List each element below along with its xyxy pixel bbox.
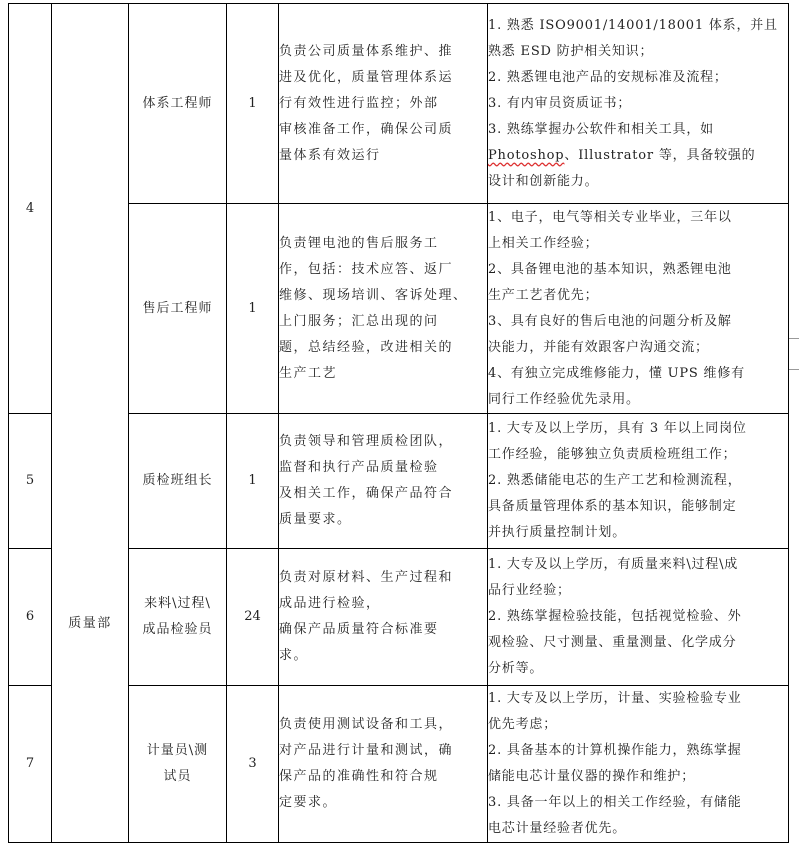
row-number: 4	[9, 4, 52, 414]
duty-line: 审核准备工作，确保公司质	[279, 121, 454, 137]
requirements-cell	[488, 549, 789, 686]
duty-line: 量体系有效运行	[279, 147, 381, 163]
requirements-cell	[488, 414, 789, 549]
requirement-line: 储能电芯计量仪器的操作和维护；	[488, 769, 696, 784]
requirement-line: 1. 大专及以上学历，具有 3 年以上同岗位	[488, 421, 747, 436]
requirement-line: 决能力，并能有效跟客户沟通交流；	[488, 339, 709, 355]
requirements-cell	[488, 686, 789, 843]
duty-line: 行有效性进行监控；外部	[279, 95, 439, 111]
margin-marker	[789, 338, 799, 370]
duty-cell	[279, 414, 488, 549]
requirement-line-spellcheck: Photoshop、Illustrator 等，具备较强的	[488, 147, 756, 163]
requirement-line: 具备质量管理体系的基本知识，能够制定	[488, 499, 737, 514]
duty-line: 确保产品质量符合标准要	[279, 622, 439, 637]
requirement-line: 优先考虑；	[488, 717, 558, 732]
headcount: 1	[227, 4, 279, 204]
headcount: 1	[227, 414, 279, 549]
requirement-line: 设计和创新能力。	[488, 173, 599, 189]
duty-line: 负责领导和管理质检团队，	[279, 434, 454, 449]
position-title-line: 计量员\测	[146, 743, 209, 758]
row-number: 6	[9, 549, 52, 686]
headcount: 1	[227, 204, 279, 414]
row-number: 7	[9, 686, 52, 843]
requirement-line: 品行业经验；	[488, 583, 571, 598]
duty-cell	[279, 4, 488, 204]
requirement-line: 4、有独立完成维修能力，懂 UPS 维修有	[488, 365, 745, 381]
position-title	[129, 549, 227, 686]
duty-line: 求。	[279, 648, 309, 663]
requirement-line: 观检验、尺寸测量、重量测量、化学成分	[488, 635, 737, 650]
requirement-line: 上相关工作经验；	[488, 235, 599, 251]
duty-cell	[279, 549, 488, 686]
headcount: 24	[227, 549, 279, 686]
duty-line: 题，总结经验，改进相关的	[279, 339, 454, 355]
requirement-line: 并执行质量控制计划。	[488, 525, 627, 540]
requirement-line: 2. 熟悉锂电池产品的安规标准及流程；	[488, 69, 728, 85]
duty-line: 对产品进行计量和测试，确	[279, 743, 454, 758]
requirement-line: 3. 具备一年以上的相关工作经验，有储能	[488, 795, 742, 810]
position-title	[129, 686, 227, 843]
position-title-line: 试员	[163, 769, 192, 784]
requirement-line: 2. 熟练掌握检验技能，包括视觉检验、外	[488, 609, 742, 624]
duty-line: 及相关工作，确保产品符合	[279, 486, 454, 501]
department-cell	[52, 4, 129, 843]
duty-line: 上门服务；汇总出现的问	[279, 313, 439, 329]
requirement-line: 工作经验，能够独立负责质检班组工作；	[488, 447, 737, 462]
requirement-line: 生产工艺者优先；	[488, 287, 599, 303]
requirement-line: 2. 熟悉储能电芯的生产工艺和检测流程，	[488, 473, 742, 488]
requirement-line: 2、具备锂电池的基本知识，熟悉锂电池	[488, 261, 732, 277]
row-number: 5	[9, 414, 52, 549]
duty-line: 负责对原材料、生产过程和	[279, 570, 454, 585]
table-row	[9, 4, 789, 204]
requirements-cell	[488, 204, 789, 414]
requirement-line: 1. 熟悉 ISO9001/14001/18001 体系，并且	[488, 17, 778, 33]
position-title-line: 成品检验员	[142, 622, 213, 637]
duty-line: 生产工艺	[279, 365, 338, 381]
duty-line: 维修、现场培训、客诉处理、	[279, 287, 468, 303]
duty-line: 进及优化，质量管理体系运	[279, 69, 454, 85]
requirement-line: 3、具有良好的售后电池的问题分析及解	[488, 313, 732, 329]
requirement-line: 1. 大专及以上学历，计量、实验检验专业	[488, 691, 742, 706]
duty-line: 成品进行检验，	[279, 596, 381, 611]
position-title: 质检班组长	[129, 414, 227, 549]
requirement-line: 电芯计量经验者优先。	[488, 821, 627, 836]
duty-line: 负责使用测试设备和工具，	[279, 717, 454, 732]
requirement-line: 1. 大专及以上学历，有质量来料\过程\成	[488, 557, 739, 572]
duty-line: 负责公司质量体系维护、推	[279, 43, 454, 59]
duty-cell	[279, 204, 488, 414]
duty-line: 定要求。	[279, 795, 338, 810]
duty-line: 保产品的准确性和符合规	[279, 769, 439, 784]
duty-line: 作，包括：技术应答、返厂	[279, 261, 454, 277]
position-title: 体系工程师	[129, 4, 227, 204]
duty-line: 负责锂电池的售后服务工	[279, 235, 439, 251]
requirement-line: 1、电子，电气等相关专业毕业，三年以	[488, 209, 732, 225]
requirement-line: 3. 熟练掌握办公软件和相关工具，如	[488, 121, 714, 137]
job-requirements-table	[8, 3, 789, 843]
duty-line: 质量要求。	[279, 512, 352, 527]
department-label: 质量部	[68, 616, 112, 631]
requirements-cell	[488, 4, 789, 204]
duty-line: 监督和执行产品质量检验	[279, 460, 439, 475]
position-title: 售后工程师	[129, 204, 227, 414]
spellcheck-underline: Photoshop	[488, 147, 565, 163]
requirement-line: 分析等。	[488, 661, 544, 676]
duty-cell	[279, 686, 488, 843]
position-title-line: 来料\过程\	[144, 596, 211, 611]
requirement-line: 同行工作经验优先录用。	[488, 391, 640, 407]
headcount: 3	[227, 686, 279, 843]
requirement-line: 3. 有内审员资质证书；	[488, 95, 632, 111]
requirement-line: 2. 具备基本的计算机操作能力，熟练掌握	[488, 743, 742, 758]
requirement-line: 熟悉 ESD 防护相关知识；	[488, 43, 654, 59]
